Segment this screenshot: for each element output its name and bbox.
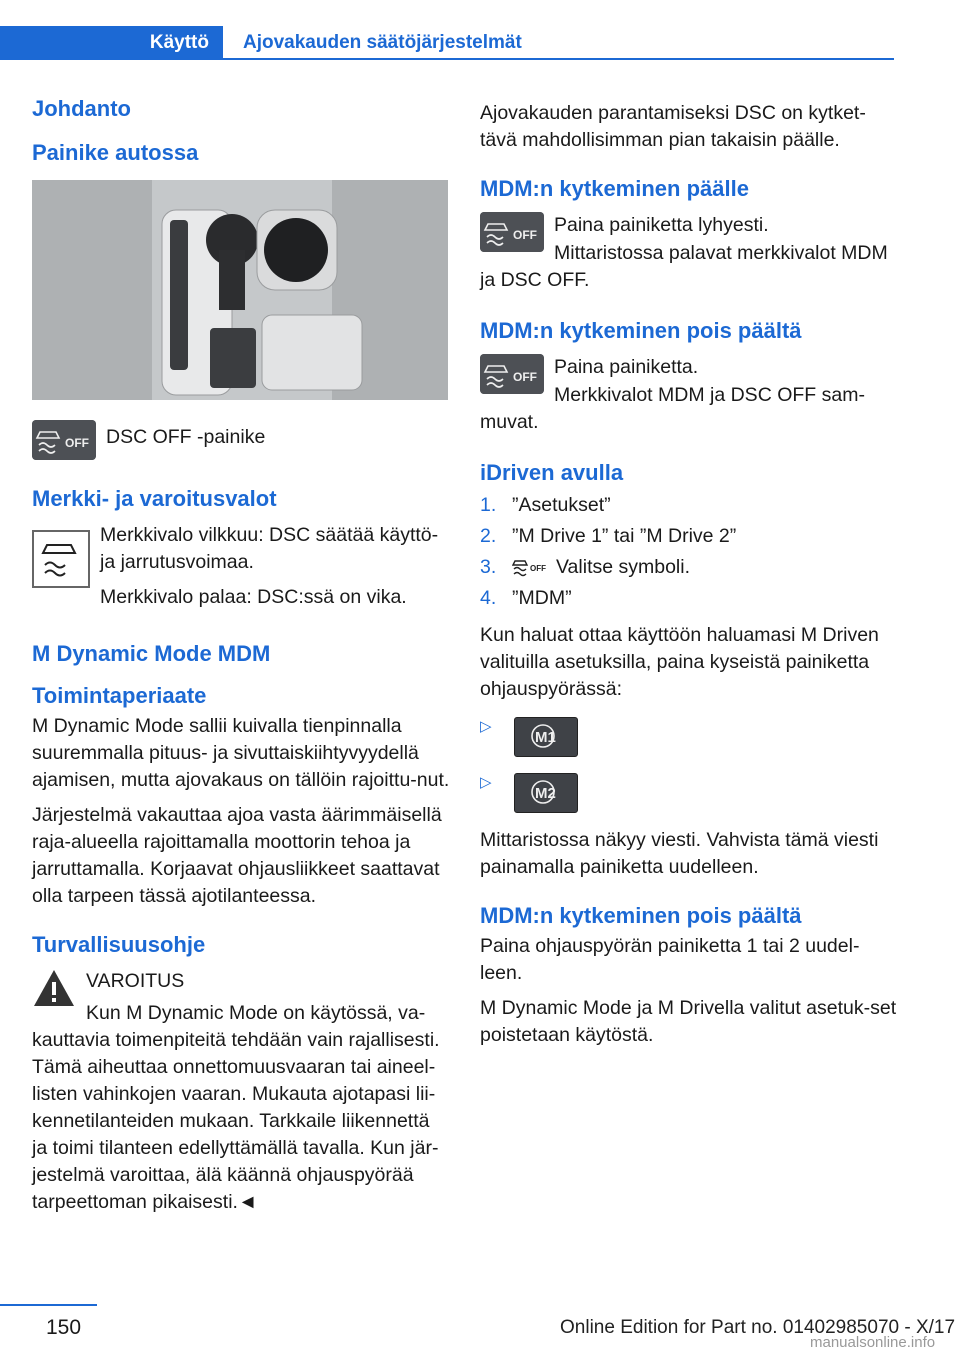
dsc-off-button-icon [32, 420, 96, 460]
mdm-off2-text-1: Paina ohjauspyörän painiketta 1 tai 2 uudel-leen. [480, 935, 860, 984]
mdm-symbol-icon [512, 557, 548, 577]
mdm-on-text-1: Paina painiketta lyhyesti. [554, 214, 769, 236]
list-item: 1. ”Asetukset” [480, 494, 611, 516]
warning-text: Kun M Dynamic Mode on käytössä, va-kauttavia toimenpiteitä tehdään vain rajallisesti. Tämä aiheuttaa onnettomuusvaaran tai aineel-listen vahinkojen vaaran. Mukauta ajotapasi lii-kennetilanteiden mukaan. Tarkkaile liikennettä ja toimi tilanteen edellyttämällä tavalla. Kun jär-jestelmä varoittaa, älä käännä ohjauspyörää tarpeettoman pikaisesti.◄ [32, 1002, 440, 1213]
triangle-bullet-icon: ▷ [480, 718, 492, 735]
triangle-bullet-icon: ▷ [480, 774, 492, 791]
page-number: 150 [46, 1316, 82, 1339]
right-column [480, 100, 900, 1057]
edition-text: Online Edition for Part no. 01402985070 - X/17 [560, 1317, 956, 1338]
lights-row [32, 522, 450, 619]
svg-text:OFF: OFF [530, 564, 546, 573]
mdm-off2-text-2: M Dynamic Mode ja M Drivella valitut asetuk-set poistetaan käytöstä. [480, 997, 897, 1046]
dsc-off-button-icon [480, 354, 544, 394]
list-item: 3. OFF Valitse symboli. [480, 556, 691, 578]
car-console-photo [32, 180, 448, 400]
m1-button-icon [514, 717, 578, 757]
heading-button: Painike autossa [32, 140, 199, 165]
dsc-off-button-icon [480, 212, 544, 252]
idrive-text: Kun haluat ottaa käyttöön haluamasi M Driven valituilla asetuksilla, paina kyseistä painiketta ohjauspyörässä: [480, 624, 879, 700]
confirm-text: Mittaristossa näkyy viesti. Vahvista tämä viesti painamalla painiketta uudelleen. [480, 829, 879, 878]
warning-triangle-icon [32, 968, 76, 1008]
dsc-warning-light-icon [32, 530, 90, 588]
svg-text:OFF: OFF [513, 370, 537, 384]
svg-text:OFF: OFF [65, 436, 89, 450]
mdm-on-text-2: Mittaristossa palavat merkkivalot MDM ja DSC OFF. [480, 242, 888, 291]
lights-text-1: Merkkivalo vilkkuu: DSC säätää käyttö-ja jarrutusvoimaa. [100, 524, 439, 573]
lights-text-2: Merkkivalo palaa: DSC:ssä on vika. [100, 586, 407, 608]
heading-principle: Toimintaperiaate [32, 683, 207, 708]
heading-mdm-on: MDM:n kytkeminen päälle [480, 176, 749, 201]
svg-text:M2: M2 [535, 785, 556, 802]
tab-underline [223, 58, 894, 60]
footer-line [0, 1304, 97, 1306]
heading-safety: Turvallisuusohje [32, 932, 206, 957]
m1-row [480, 717, 900, 757]
m2-button-icon [514, 773, 578, 813]
watermark: manualsonline.info [810, 1334, 936, 1351]
list-item: 2. ”M Drive 1” tai ”M Drive 2” [480, 525, 737, 547]
tab-section: Ajovakauden säätöjärjestelmät [243, 32, 522, 53]
heading-intro: Johdanto [32, 96, 131, 121]
header-tabs [0, 26, 894, 62]
idrive-steps [480, 490, 900, 614]
principle-text-1: M Dynamic Mode sallii kuivalla tienpinnalla suuremmalla pituus- ja sivuttaiskiihtyvyydellä ajamisen, mutta ajovakaus on tällöin rajoittu-nut. [32, 715, 450, 791]
heading-mdm-off: MDM:n kytkeminen pois päältä [480, 318, 802, 343]
mdm-off-text-2: Merkkivalot MDM ja DSC OFF sam-muvat. [480, 384, 865, 433]
principle-text-2: Järjestelmä vakauttaa ajoa vasta äärimmäisellä raja-alueella rajoittamalla moottorin tehoa ja jarruttamalla. Korjaavat ohjausliikkeet saattavat olla tarpeen tässä ajotilanteessa. [32, 804, 442, 907]
svg-text:OFF: OFF [513, 228, 537, 242]
heading-lights: Merkki- ja varoitusvalot [32, 486, 277, 511]
list-item: 4. ”MDM” [480, 587, 572, 609]
heading-idrive: iDriven avulla [480, 460, 624, 485]
heading-mdm-off-2: MDM:n kytkeminen pois päältä [480, 903, 802, 928]
svg-text:M1: M1 [535, 729, 556, 746]
m2-row [480, 773, 900, 813]
dsc-caption: DSC OFF -painike [106, 426, 266, 448]
left-column [32, 96, 450, 1224]
warning-title: VAROITUS [86, 970, 185, 992]
intro-text: Ajovakauden parantamiseksi DSC on kytket-tävä mahdollisimman pian takaisin päälle. [480, 102, 866, 151]
mdm-off-text-1: Paina painiketta. [554, 356, 699, 378]
heading-mdm: M Dynamic Mode MDM [32, 641, 271, 666]
tab-active: Käyttö [0, 26, 223, 60]
dsc-caption-row [32, 420, 450, 460]
